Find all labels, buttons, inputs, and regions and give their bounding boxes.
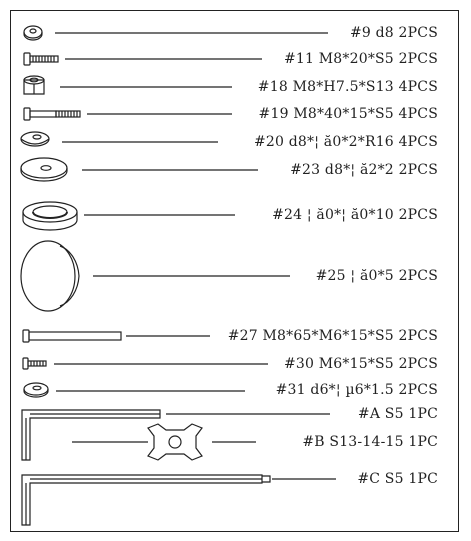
end-cap-icon <box>21 241 290 311</box>
part-label-20: #20 d8*¦ ă0*2*R16 4PCS <box>253 134 438 150</box>
bushing-icon <box>23 202 235 230</box>
bolt-small-icon <box>23 358 268 369</box>
part-label-C: #C S5 1PC <box>357 471 438 487</box>
part-label-18: #18 M8*H7.5*S13 4PCS <box>257 79 438 95</box>
part-label-31: #31 d6*¦ µ6*1.5 2PCS <box>275 382 438 398</box>
part-label-30: #30 M6*15*S5 2PCS <box>283 356 438 372</box>
part-label-B: #B S13-14-15 1PC <box>302 434 438 450</box>
washer-small-icon <box>24 26 328 40</box>
part-label-19: #19 M8*40*15*S5 4PCS <box>258 106 438 122</box>
curved-washer-icon <box>21 132 218 146</box>
multi-wrench-icon <box>72 424 256 460</box>
part-label-27: #27 M8*65*M6*15*S5 2PCS <box>227 328 438 344</box>
part-label-23: #23 d8*¦ ă2*2 2PCS <box>290 162 438 178</box>
bolt-long-icon <box>23 330 210 342</box>
nut-icon <box>24 76 232 94</box>
part-label-9: #9 d8 2PCS <box>349 25 438 41</box>
bolt-medium-icon <box>24 108 232 120</box>
part-label-24: #24 ¦ ă0*¦ ă0*10 2PCS <box>272 207 438 223</box>
part-label-25: #25 ¦ ă0*5 2PCS <box>315 268 438 284</box>
bolt-short-icon <box>24 53 262 65</box>
flat-washer-icon <box>21 158 258 181</box>
allen-key-long-icon <box>22 475 336 525</box>
washer-thin-icon <box>24 383 245 397</box>
part-label-11: #11 M8*20*S5 2PCS <box>283 51 438 67</box>
part-label-A: #A S5 1PC <box>357 406 438 422</box>
